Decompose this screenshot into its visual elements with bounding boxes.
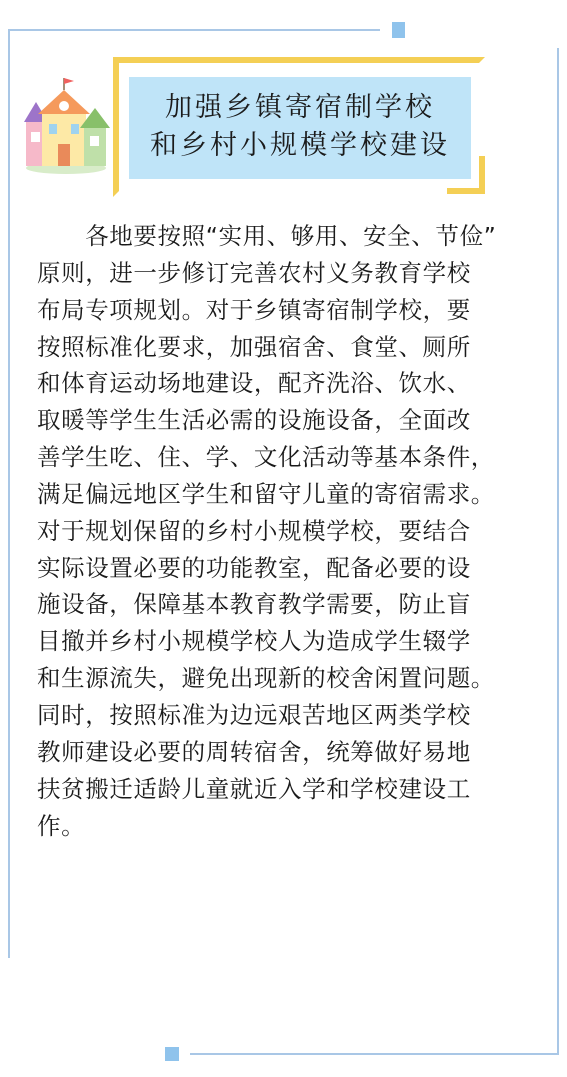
body-line: 目撤并乡村小规模学校人为造成学生辍学 [37, 627, 471, 656]
body-line: 作。 [37, 811, 86, 840]
frame-top-square [392, 22, 405, 38]
body-line: 施设备，保障基本教育教学需要，防止盲 [37, 590, 471, 619]
article-body [37, 218, 533, 844]
frame-left-line [8, 29, 10, 958]
title-line-2: 和乡村小规模学校建设 [150, 130, 450, 161]
body-line: 按照标准化要求，加强宿舍、食堂、厕所 [37, 332, 471, 361]
school-castle-icon [22, 74, 114, 176]
title-gold-corner-h [447, 188, 485, 194]
frame-top-line [8, 29, 380, 31]
title-box [129, 77, 471, 179]
body-line: 原则，进一步修订完善农村义务教育学校 [37, 258, 471, 287]
body-line: 布局专项规划。对于乡镇寄宿制学校，要 [37, 295, 471, 324]
body-line: 满足偏远地区学生和留守儿童的寄宿需求。 [37, 479, 495, 508]
body-line: 和体育运动场地建设，配齐洗浴、饮水、 [37, 369, 471, 398]
body-line: 各地要按照“实用、够用、安全、节俭” [37, 222, 497, 250]
body-line: 教师建设必要的周转宿舍，统筹做好易地 [37, 737, 471, 766]
frame-right-line [557, 48, 559, 1054]
body-line: 取暖等学生生活必需的设施设备，全面改 [37, 406, 471, 435]
body-line: 善学生吃、住、学、文化活动等基本条件， [37, 443, 495, 472]
body-line: 同时，按照标准为边远艰苦地区两类学校 [37, 700, 471, 729]
title-line-1: 加强乡镇寄宿制学校 [165, 92, 435, 123]
frame-bottom-line [190, 1053, 559, 1055]
body-line: 实际设置必要的功能教室，配备必要的设 [37, 553, 471, 582]
frame-bottom-square [165, 1047, 179, 1061]
body-line: 对于规划保留的乡村小规模学校，要结合 [37, 516, 471, 545]
body-line: 扶贫搬迁适龄儿童就近入学和学校建设工 [37, 774, 471, 803]
body-line: 和生源流失，避免出现新的校舍闲置问题。 [37, 664, 495, 693]
